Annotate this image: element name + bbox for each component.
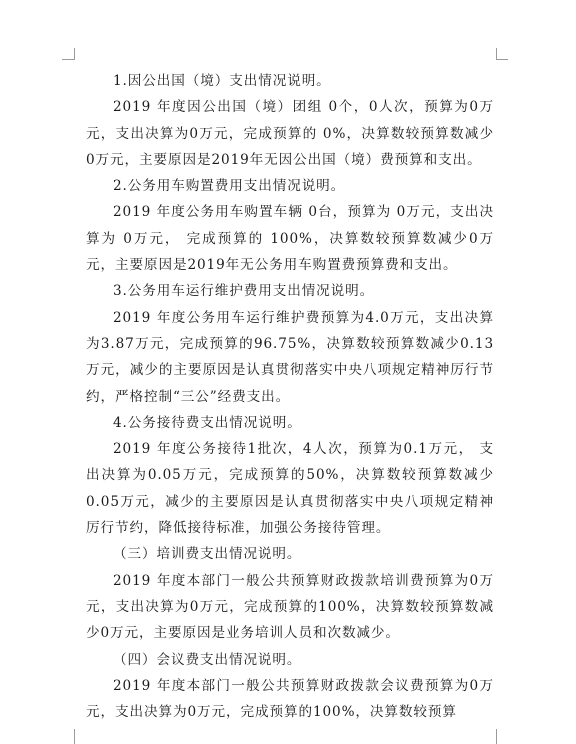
- section-heading-training: （三）培训费支出情况说明。: [113, 546, 302, 563]
- paragraph-meeting: 2019 年度本部门一般公共预算财政拨款会议费预算为0万元，支出决算为0万元，完成预算的100%，决算数较预算: [86, 677, 494, 721]
- page-corner-mark: [496, 59, 508, 60]
- page-corner-mark: [62, 59, 74, 60]
- paragraph-overseas: 2019 年度因公出国（境）团组 0个，0人次，预算为0万元，支出决算为0万元，完成预算的 0%，决算数较预算数减少0万元，主要原因是2019年无因公出国（境）费预算和支出。: [86, 99, 494, 168]
- section-heading-meeting: （四）会议费支出情况说明。: [113, 651, 302, 668]
- section-heading-overseas: 1.因公出国（境）支出情况说明。: [113, 73, 331, 89]
- page-corner-mark: [74, 729, 75, 744]
- paragraph-vehicle-maintenance: 2019 年度公务用车运行维护费预算为4.0万元，支出决算为3.87万元，完成预算的96.75%，决算数较预算数减少0.13万元，减少的主要原因是认真贯彻落实中央八项规定精神厉行节约，严格控制“三公”经费支出。: [86, 309, 494, 405]
- page-corner-mark: [496, 729, 497, 744]
- paragraph-reception: 2019 年度公务接待1批次，4人次，预算为0.1万元， 支出决算为0.05万元，完成预算的50%，决算数较预算数减少0.05万元，减少的主要原因是认真贯彻落实中央八项规定精神厉行节约，降低接待标准，加强公务接待管理。: [86, 441, 494, 537]
- paragraph-training: 2019 年度本部门一般公共预算财政拨款培训费预算为0万元，支出决算为0万元，完成预算的100%，决算数较预算数减少0万元，主要原因是业务培训人员和次数减少。: [86, 572, 494, 642]
- document-body: [86, 68, 494, 725]
- section-heading-reception: 4.公务接待费支出情况说明。: [113, 414, 302, 431]
- section-heading-vehicle-purchase: 2.公务用车购置费用支出情况说明。: [113, 178, 346, 195]
- page-corner-mark: [74, 48, 75, 60]
- paragraph-vehicle-purchase: 2019 年度公务用车购置车辆 0台，预算为 0万元，支出决算为 0万元， 完成预算的 100%，决算数较预算数减少0万元，主要原因是2019年无公务用车购置费预算费和支出。: [86, 204, 494, 274]
- section-heading-vehicle-maintenance: 3.公务用车运行维护费用支出情况说明。: [113, 283, 375, 300]
